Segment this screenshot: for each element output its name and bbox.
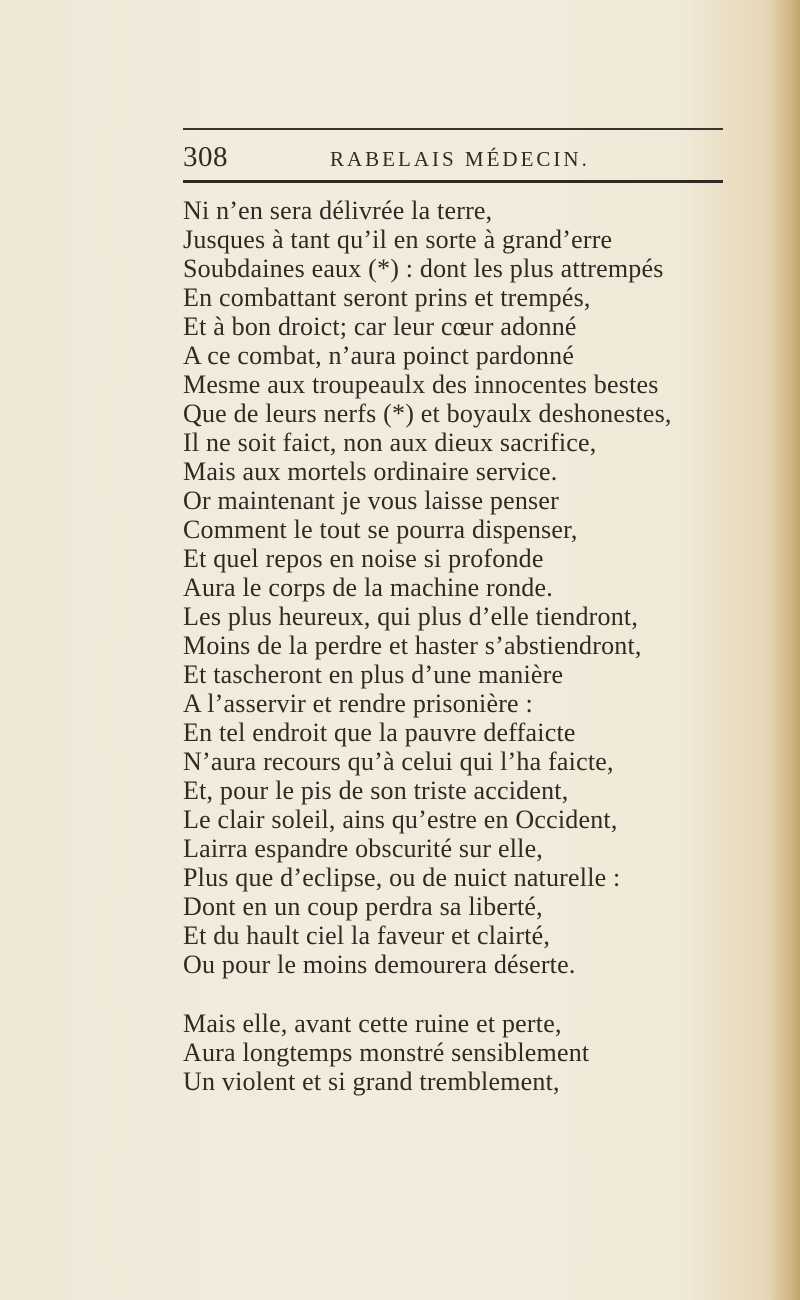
page-edge-shadow xyxy=(770,0,800,1300)
verse-line: Il ne soit faict, non aux dieux sacrifice, xyxy=(183,428,597,457)
verse-line: Ou pour le moins demourera déserte. xyxy=(183,950,576,979)
poem-stanza-2 xyxy=(183,1009,589,1096)
header-rule-bottom xyxy=(183,180,723,183)
verse-line: Mais elle, avant cette ruine et perte, xyxy=(183,1009,562,1038)
verse-line: Ni n’en sera délivrée la terre, xyxy=(183,196,493,225)
verse-line: Les plus heureux, qui plus d’elle tiendront, xyxy=(183,602,639,631)
verse-line: Aura longtemps monstré sensiblement xyxy=(183,1038,590,1067)
verse-line: Comment le tout se pourra dispenser, xyxy=(183,515,578,544)
header-rule-top xyxy=(183,128,723,130)
verse-line: En combattant seront prins et trempés, xyxy=(183,283,591,312)
verse-line: En tel endroit que la pauvre deffaicte xyxy=(183,718,576,747)
poem-stanza-1 xyxy=(183,196,672,979)
verse-line: Mais aux mortels ordinaire service. xyxy=(183,457,558,486)
verse-line: Et quel repos en noise si profonde xyxy=(183,544,544,573)
running-title: RABELAIS MÉDECIN. xyxy=(330,147,590,171)
verse-line: Que de leurs nerfs (*) et boyaulx deshonestes, xyxy=(183,399,672,428)
verse-line: N’aura recours qu’à celui qui l’ha faicte, xyxy=(183,747,614,776)
verse-line: Et à bon droict; car leur cœur adonné xyxy=(183,312,577,341)
verse-line: Et tascheront en plus d’une manière xyxy=(183,660,564,689)
verse-line: Mesme aux troupeaulx des innocentes bestes xyxy=(183,370,659,399)
page-number: 308 xyxy=(183,141,228,173)
verse-line: Le clair soleil, ains qu’estre en Occident, xyxy=(183,805,618,834)
verse-line: Soubdaines eaux (*) : dont les plus attrempés xyxy=(183,254,664,283)
verse-line: Moins de la perdre et haster s’abstiendront, xyxy=(183,631,642,660)
verse-line: Or maintenant je vous laisse penser xyxy=(183,486,559,515)
verse-line: Plus que d’eclipse, ou de nuict naturelle : xyxy=(183,863,621,892)
verse-line: A ce combat, n’aura poinct pardonné xyxy=(183,341,575,370)
verse-line: Aura le corps de la machine ronde. xyxy=(183,573,553,602)
verse-line: Lairra espandre obscurité sur elle, xyxy=(183,834,544,863)
verse-line: Et du hault ciel la faveur et clairté, xyxy=(183,921,551,950)
verse-line: A l’asservir et rendre prisonière : xyxy=(183,689,533,718)
verse-line: Un violent et si grand tremblement, xyxy=(183,1067,560,1096)
verse-line: Jusques à tant qu’il en sorte à grand’erre xyxy=(183,225,613,254)
verse-line: Et, pour le pis de son triste accident, xyxy=(183,776,569,805)
verse-line: Dont en un coup perdra sa liberté, xyxy=(183,892,543,921)
